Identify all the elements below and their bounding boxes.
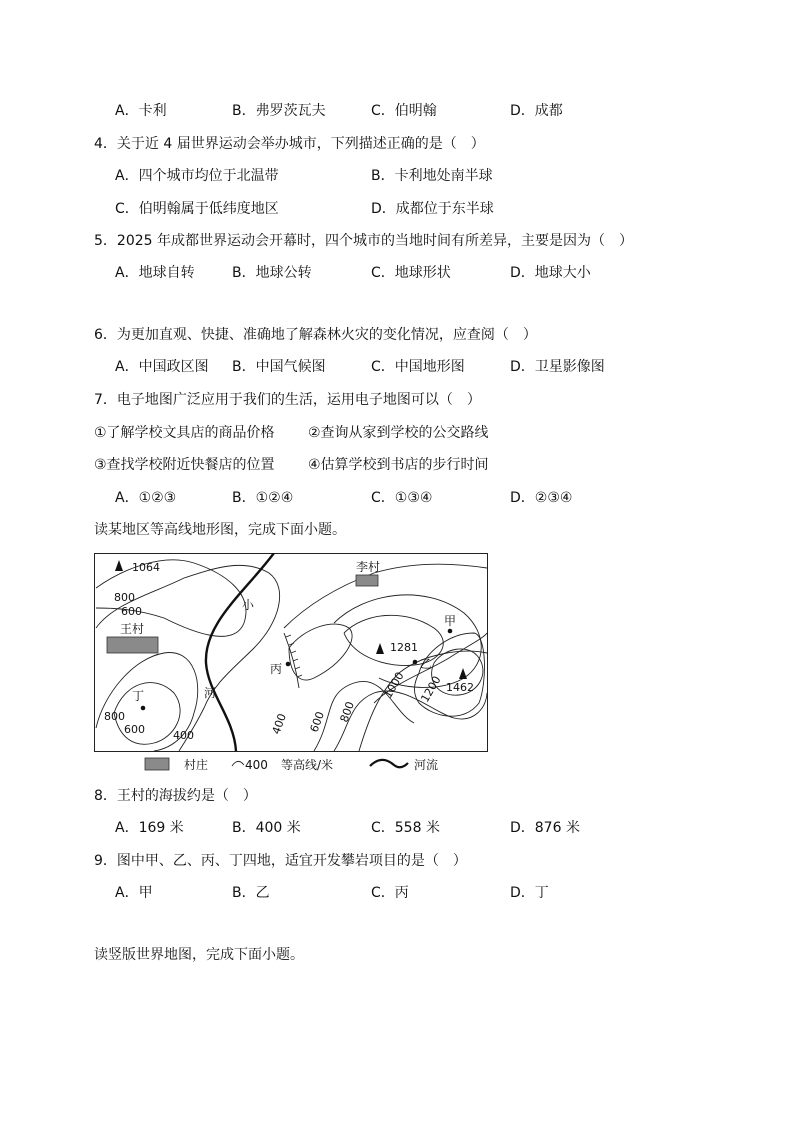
village-icon (107, 637, 158, 653)
place-li-village: 李村 (356, 560, 381, 574)
q8-option-d: D．876 米 (510, 820, 580, 836)
place-wang-village: 王村 (120, 622, 145, 636)
contour-label: 1200 (418, 673, 444, 705)
q7-item-3: ③查找学校附近快餐店的位置 (94, 457, 275, 473)
q8-option-b: B．400 米 (232, 820, 301, 836)
q9-option-d: D．丁 (510, 885, 549, 901)
contour-label: 600 (124, 723, 145, 736)
q8-option-c: C．558 米 (371, 820, 440, 836)
q7-option-d: D．②③④ (510, 490, 573, 506)
q6-option-b: B．中国气候图 (232, 359, 326, 375)
q5-stem: 5．2025 年成都世界运动会开幕时，四个城市的当地时间有所差异，主要是因为（ ） (94, 233, 633, 249)
legend-contour: 等高线/米 (281, 758, 334, 772)
place-yi: 乙 (420, 657, 433, 671)
q5-option-c: C．地球形状 (371, 265, 451, 281)
contour-label: 800 (114, 591, 135, 604)
q8-option-a: A．169 米 (115, 820, 184, 836)
legend-village-icon (145, 758, 169, 770)
q5-option-b: B．地球公转 (232, 265, 312, 281)
map-legend (145, 757, 438, 772)
q7-option-a: A．①②③ (115, 490, 177, 506)
peak-label-1281: 1281 (390, 641, 418, 654)
q9-option-b: B．乙 (232, 885, 270, 901)
contour-label: 800 (104, 710, 125, 723)
q7-option-c: C．①③④ (371, 490, 433, 506)
peak-label-1064: 1064 (132, 561, 160, 574)
q7-option-b: B．①②④ (232, 490, 294, 506)
map-intro: 读某地区等高线地形图，完成下面小题。 (94, 522, 346, 538)
point-marker (413, 660, 418, 665)
q9-option-c: C．丙 (371, 885, 409, 901)
q7-item-2: ②查询从家到学校的公交路线 (308, 425, 489, 441)
q7-item-1: ①了解学校文具店的商品价格 (94, 425, 275, 441)
q5-option-a: A．地球自转 (115, 265, 195, 281)
contour-map (94, 553, 494, 778)
place-ding: 丁 (132, 689, 145, 703)
q5-option-d: D．地球大小 (510, 265, 591, 281)
river-char-1: 小 (242, 598, 255, 612)
q6-option-c: C．中国地形图 (371, 359, 465, 375)
q3-option-b: B．弗罗茨瓦夫 (232, 103, 326, 119)
legend-contour-icon (232, 761, 244, 766)
q3-option-a: A．卡利 (115, 103, 167, 119)
contour-label: 1000 (381, 669, 407, 701)
peak-label-1462: 1462 (446, 681, 474, 694)
point-marker (141, 706, 146, 711)
q4-option-b: B．卡利地处南半球 (371, 168, 493, 184)
q4-stem: 4．关于近 4 届世界运动会举办城市，下列描述正确的是（ ） (94, 136, 485, 152)
q6-stem: 6．为更加直观、快捷、准确地了解森林火灾的变化情况，应查阅（ ） (94, 327, 537, 343)
world-map-intro: 读竖版世界地图，完成下面小题。 (94, 947, 304, 963)
q7-item-4: ④估算学校到书店的步行时间 (308, 457, 489, 473)
q9-option-a: A．甲 (115, 885, 153, 901)
place-bing: 丙 (270, 662, 283, 676)
contour-label: 800 (337, 699, 358, 725)
contour-label: 600 (307, 709, 328, 735)
point-marker (448, 629, 453, 634)
place-jia: 甲 (444, 614, 457, 628)
contour-label: 400 (173, 729, 194, 742)
q6-option-a: A．中国政区图 (115, 359, 209, 375)
contour-label: 400 (269, 711, 290, 737)
q4-option-a: A．四个城市均位于北温带 (115, 168, 279, 184)
q4-option-d: D．成都位于东半球 (371, 201, 494, 217)
river-char-2: 河 (204, 686, 217, 700)
village-icon (356, 575, 378, 586)
q6-option-d: D．卫星影像图 (510, 359, 605, 375)
q7-stem: 7．电子地图广泛应用于我们的生活，运用电子地图可以（ ） (94, 392, 481, 408)
point-marker (286, 662, 291, 667)
q9-stem: 9．图中甲、乙、丙、丁四地，适宜开发攀岩项目的是（ ） (94, 853, 467, 869)
contour-label: 600 (121, 605, 142, 618)
q3-option-c: C．伯明翰 (371, 103, 437, 119)
legend-river: 河流 (414, 758, 439, 772)
legend-village: 村庄 (184, 758, 209, 772)
q3-option-d: D．成都 (510, 103, 563, 119)
q4-option-c: C．伯明翰属于低纬度地区 (115, 201, 279, 217)
legend-river-icon (370, 760, 408, 767)
legend-contour-value: 400 (245, 758, 268, 772)
q8-stem: 8．王村的海拔约是（ ） (94, 788, 257, 804)
